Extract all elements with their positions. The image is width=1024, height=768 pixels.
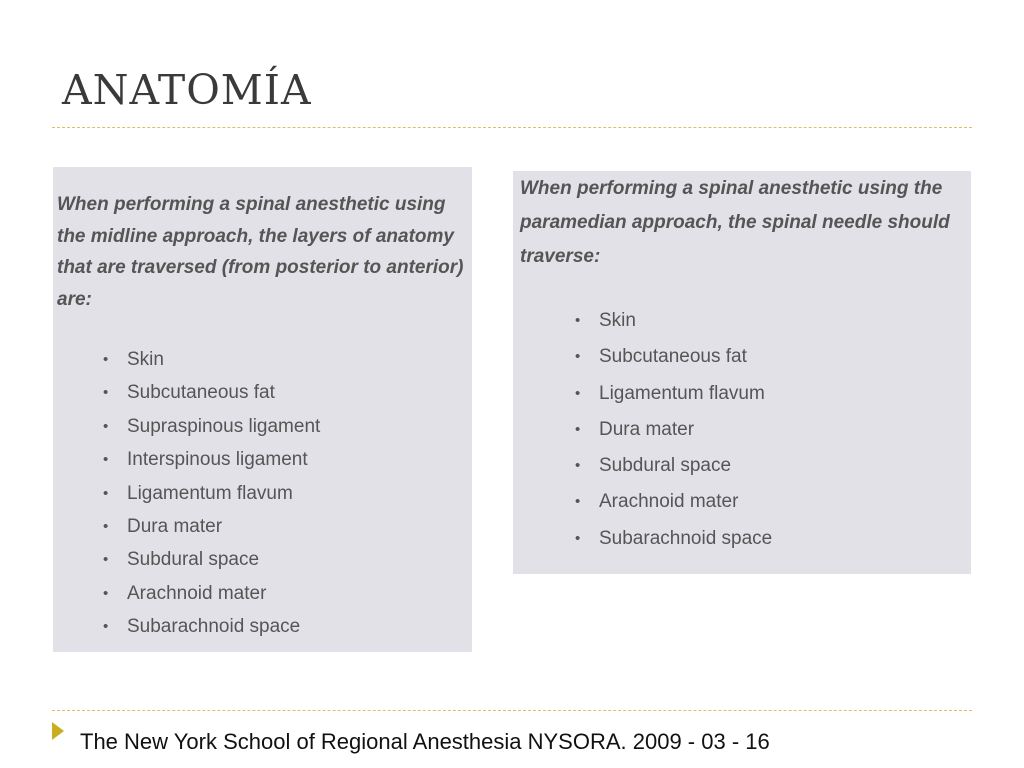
list-item [575, 448, 963, 484]
bullet-icon: • [575, 457, 581, 475]
list-item-label: Ligamentum flavum [127, 482, 293, 504]
list-item-label: Subcutaneous fat [599, 346, 747, 368]
list-item [103, 610, 466, 643]
bullet-icon: • [575, 529, 581, 547]
footer-divider [52, 710, 972, 711]
list-item-label: Arachnoid mater [127, 582, 267, 604]
list-item [575, 412, 963, 448]
list-item [575, 521, 963, 557]
list-item [103, 510, 466, 543]
list-item [103, 577, 466, 610]
bullet-icon: • [103, 584, 109, 602]
bullet-icon: • [103, 417, 109, 435]
list-item-label: Interspinous ligament [127, 449, 308, 471]
bullet-icon: • [103, 484, 109, 502]
list-item-label: Skin [127, 349, 164, 370]
list-item [575, 484, 963, 520]
list-item-label: Subdural space [127, 549, 260, 571]
bullet-icon: • [103, 384, 109, 402]
footer-caption: The New York School of Regional Anesthesia NYSORA. 2009 - 03 - 16 [80, 729, 770, 754]
list-item-label: Supraspinous ligament [127, 415, 321, 437]
title-divider [52, 127, 972, 128]
list-item [103, 343, 466, 376]
list-item [575, 339, 963, 375]
list-item [575, 303, 963, 339]
list-item-label: Dura mater [127, 515, 223, 537]
bullet-icon: • [103, 551, 109, 569]
paramedian-question: When performing a spinal anesthetic using the paramedian approach, the spinal needle should traverse: [520, 178, 950, 267]
list-item [575, 376, 963, 412]
list-item-label: Skin [599, 310, 636, 331]
list-item [103, 543, 466, 576]
bullet-icon: • [575, 384, 581, 402]
slide-title: ANATOMÍA [62, 66, 312, 114]
paramedian-layer-list [520, 303, 963, 557]
bullet-icon: • [575, 493, 581, 511]
bullet-icon: • [103, 451, 109, 469]
list-item-label: Dura mater [599, 418, 695, 440]
list-item [103, 443, 466, 476]
midline-layer-list [57, 343, 466, 644]
midline-approach-panel [53, 167, 472, 652]
list-item-label: Subcutaneous fat [127, 382, 275, 404]
list-item-label: Subdural space [599, 455, 732, 477]
triangle-bullet-icon [52, 722, 64, 740]
list-item-label: Subarachnoid space [599, 527, 773, 549]
list-item [103, 410, 466, 443]
midline-question: When performing a spinal anesthetic using the midline approach, the layers of anatomy that are traversed (from posterior to anterior) are: [57, 194, 464, 310]
list-item-label: Arachnoid mater [599, 491, 739, 513]
bullet-icon: • [575, 312, 581, 329]
bullet-icon: • [103, 351, 109, 368]
list-item [103, 376, 466, 409]
list-item [103, 477, 466, 510]
bullet-icon: • [103, 618, 109, 636]
list-item-label: Ligamentum flavum [599, 382, 765, 404]
list-item-label: Subarachnoid space [127, 616, 301, 638]
bullet-icon: • [575, 348, 581, 366]
bullet-icon: • [103, 517, 109, 535]
bullet-icon: • [575, 420, 581, 438]
paramedian-approach-panel [513, 171, 971, 574]
